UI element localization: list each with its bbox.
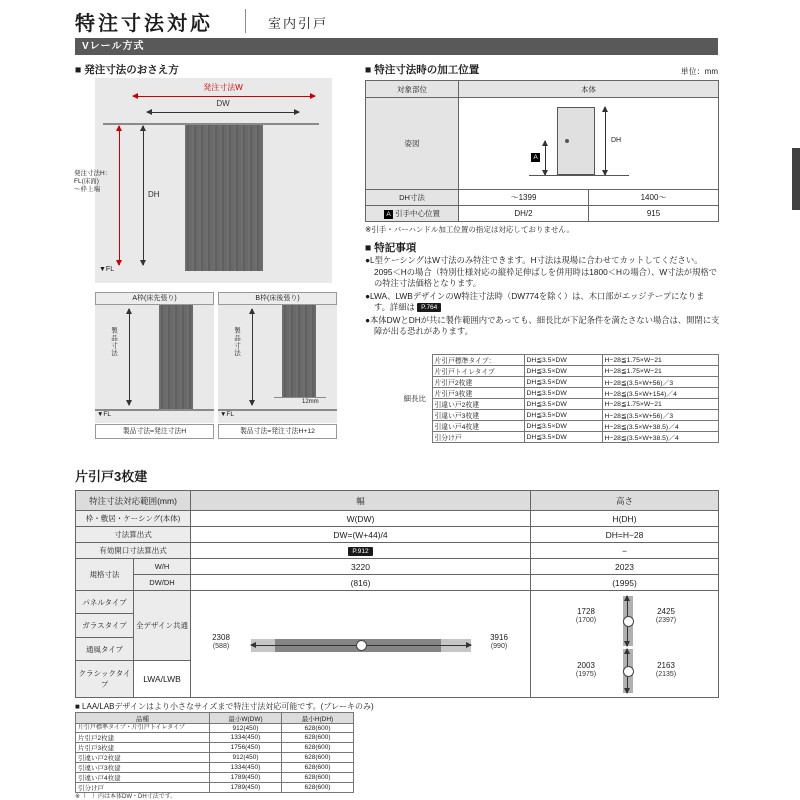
machining-note: ※引手・バーハンドル加工位置の指定は対応しておりません。 (365, 225, 574, 234)
height-range-band (623, 596, 633, 646)
floor-line (218, 409, 337, 411)
frame-b-title: B枠(床後張り) (218, 292, 337, 305)
page-title: 特注寸法対応 (75, 13, 213, 35)
section-title: 片引戸3枚建 (75, 469, 148, 484)
spec-header-range: 特注寸法対応範囲(mm) (76, 491, 191, 511)
dimension-arrow-dh (605, 107, 606, 175)
header-divider (245, 9, 246, 33)
width-range-diagram: 2308 (588) 3916 (990) (212, 633, 508, 650)
dim-label-dh: DH (148, 190, 160, 199)
row-label-figure: 姿図 (366, 98, 459, 190)
machining-table (365, 80, 719, 222)
machining-figure (459, 101, 718, 187)
product-dim-label: 製品寸法 (233, 327, 240, 357)
dimension-arrow-product (252, 309, 253, 405)
slender-type: 引違い戸4枚建 (432, 421, 524, 432)
height-range-diagram: 1728 (1700) 2425 (2397) 2003 (1975) 2163 (2135) (531, 591, 718, 697)
row-calc: 寸法算出式 (76, 527, 191, 543)
min-row-type: 片引戸3枚建 (76, 743, 210, 753)
row-label-center: A 引手中心位置 (366, 206, 459, 222)
dimension-arrow-a (545, 141, 546, 175)
main-spec-table: 特注寸法対応範囲(mm) 幅 高さ 枠・敷居・ケーシング(本体) W(DW) H(DH) 寸法算出式 DW=(W+44)/4 DH=H−28 有効開口寸法算出式 P.912 − 規格寸法 W/H 3220 2023 DW/DH (816) (1995) パネルタイプ 全デザイン共通 2308 (588) 3916 (990) 1728 (1700) 2425 (2397) 2003 (1975) 2163 (2135) ガラスタイプ 通風タイプ クラシックタイプ LWA/LWB (75, 490, 719, 698)
a-mark: A (384, 210, 393, 219)
mini-footnote: ※（ ）内は本体DW・DH寸法です。 (75, 794, 177, 800)
sub-floor-line (274, 397, 326, 398)
figure-a-mark: A (531, 153, 540, 162)
fl-level-mark: ▼FL (97, 411, 112, 418)
dh-range-1: ～1399 (459, 190, 589, 206)
door-panel (185, 125, 263, 271)
min-row-type: 片引戸標準タイプ・片引戸トイレタイプ (76, 724, 210, 733)
mini-note: ■ LAA/LABデザインはより小さなサイズまで特注寸法対応可能です。(プレーキのみ) (75, 702, 374, 711)
frame-a-panel (95, 292, 214, 439)
offset-label: 12mm (302, 399, 319, 405)
slender-type: 片引戸トイレタイプ (432, 366, 524, 377)
slender-type: 引違い戸2枚建 (432, 399, 524, 410)
page-edge-tab (792, 148, 800, 210)
min-row-type: 片引戸2枚建 (76, 733, 210, 743)
min-row-type: 引違い戸2枚建 (76, 753, 210, 763)
spec-header-height: 高さ (531, 491, 719, 511)
row-standard: 規格寸法 (76, 559, 134, 591)
dimension-arrow-dw (147, 112, 299, 113)
height-range-band (623, 649, 633, 693)
min-size-table: 品種 最小W(DW) 最小H(DH) 片引戸標準タイプ・片引戸トイレタイプ 912(450) 628(600) 片引戸2枚建 1334(450) 628(600) 片引戸3枚建 1756(450) 628(600) 引違い戸2枚建 912(450) 628(600) 引違い戸3枚建 1334(450) 628(600) 引違い戸4枚建 1789(450) 628(600) 引分け戸 1789(450) 628(600) (75, 712, 354, 793)
dim-label-order-w: 発注寸法W (203, 83, 243, 92)
frame-b-panel (218, 292, 337, 439)
min-header-type: 品種 (76, 713, 210, 724)
door-slice (159, 305, 193, 409)
page-ref-badge: P.912 (348, 547, 372, 556)
unit-label: 単位：mm (680, 67, 718, 76)
order-diagram (74, 78, 332, 283)
row-type-panel: パネルタイプ (76, 591, 134, 614)
fl-level-mark: ▼FL (99, 266, 115, 273)
range-knob-icon (623, 666, 634, 677)
figure-dh-label: DH (611, 136, 622, 144)
spec-header-width: 幅 (191, 491, 531, 511)
page-subtitle: 室内引戸 (268, 16, 329, 31)
min-row-type: 引違い戸3枚建 (76, 763, 210, 773)
fl-level-mark: ▼FL (220, 411, 235, 418)
range-knob-icon (623, 616, 634, 627)
remark-item: ●本体DWとDHが共に製作範囲内であっても、細長比が下記条件を満たさない場合は、開閉に支障が出る恐れがあります。 (365, 314, 720, 336)
dimension-arrow-order-w (133, 96, 315, 97)
row-type-vent: 通風タイプ (76, 637, 134, 660)
min-header-w: 最小W(DW) (210, 713, 282, 724)
col-header-part: 対象部位 (366, 81, 459, 98)
width-range-band (251, 639, 471, 652)
design-all: 全デザイン共通 (134, 591, 191, 661)
dimension-arrow-product (129, 309, 130, 405)
slender-type: 引分け戸 (432, 432, 524, 443)
min-row-type: 引違い戸4枚建 (76, 773, 210, 783)
slender-type: 片引戸標準タイプ： (432, 355, 524, 366)
col-header-body: 本体 (459, 81, 719, 98)
slender-type: 引違い戸3枚建 (432, 410, 524, 421)
figure-floor-line (529, 175, 629, 176)
center-value-1: DH/2 (459, 206, 589, 222)
page-ref-badge: P.764 (417, 303, 441, 312)
row-type-classic: クラシックタイプ (76, 661, 134, 698)
dim-label-dw: DW (216, 99, 230, 108)
frame-a-formula: 製品寸法=発注寸法H (95, 424, 214, 439)
door-slice (282, 305, 316, 397)
order-heading: ■ 発注寸法のおさえ方 (75, 64, 179, 76)
remarks-list (365, 255, 720, 339)
floor-line (95, 409, 214, 411)
dim-label-order-h: 発注寸法H： FL(床面) ～枠上端 (74, 170, 112, 193)
row-frame: 枠・敷居・ケーシング(本体) (76, 511, 191, 527)
slenderness-label: 細長比 (398, 355, 432, 443)
remark-item: ●L型ケーシングはW寸法のみ特注できます。H寸法は現場に合わせてカットしてください。2095＜Hの場合（特別仕様対応の縦枠足伸ばしを併用時は1800＜Hの場合）、W寸法が規格での特注寸法価格となります。 (365, 255, 717, 288)
dimension-arrow-dh (143, 126, 144, 265)
figure-door (557, 107, 595, 175)
range-knob-icon (356, 640, 367, 651)
row-opening: 有効開口寸法算出式 (76, 543, 191, 559)
product-dim-label: 製品寸法 (110, 327, 117, 357)
frame-a-body (95, 305, 214, 423)
dh-range-2: 1400～ (589, 190, 719, 206)
min-row-type: 引分け戸 (76, 783, 210, 793)
design-classic: LWA/LWB (134, 661, 191, 698)
frame-b-formula: 製品寸法=発注寸法H+12 (218, 424, 337, 439)
remarks-heading: ■ 特記事項 (365, 242, 417, 254)
center-value-2: 915 (589, 206, 719, 222)
slenderness-table: 細長比 片引戸標準タイプ： DH≦3.5×DW H−28≦1.75×W−21 片引戸トイレタイプ DH≦3.5×DW H−28≦1.75×W−21 片引戸2枚建 DH≦3.5×DW H−28≦(3.5×W+56)／3 片引戸3枚建 DH≦3.5×DW H−28≦(3.5×W+154)／4 引違い戸2枚建 DH≦3.5×DW H−28≦1.75×W−21 引違い戸3枚建 DH≦3.5×DW H−28≦(3.5×W+56)／3 引違い戸4枚建 DH≦3.5×DW H−28≦(3.5×W+38.5)／4 引分け戸 DH≦3.5×DW H−28≦(3.5×W+38.5)／4 (398, 354, 719, 443)
section-bar: Vレール方式 (75, 38, 718, 55)
slender-type: 片引戸3枚建 (432, 388, 524, 399)
remark-item: ●LWA、LWBデザインのW特注寸法時（DW774を除く）は、木口部がエッジテープになります。詳細は P.764 (365, 290, 705, 312)
figure-handle-icon (565, 139, 569, 143)
machining-heading: ■ 特注寸法時の加工位置 (365, 64, 480, 76)
min-header-h: 最小H(DH) (282, 713, 354, 724)
frame-b-body (218, 305, 337, 423)
row-type-glass: ガラスタイプ (76, 614, 134, 637)
slender-type: 片引戸2枚建 (432, 377, 524, 388)
dimension-arrow-order-h (119, 126, 120, 265)
row-label-dh: DH寸法 (366, 190, 459, 206)
frame-a-title: A枠(床先張り) (95, 292, 214, 305)
